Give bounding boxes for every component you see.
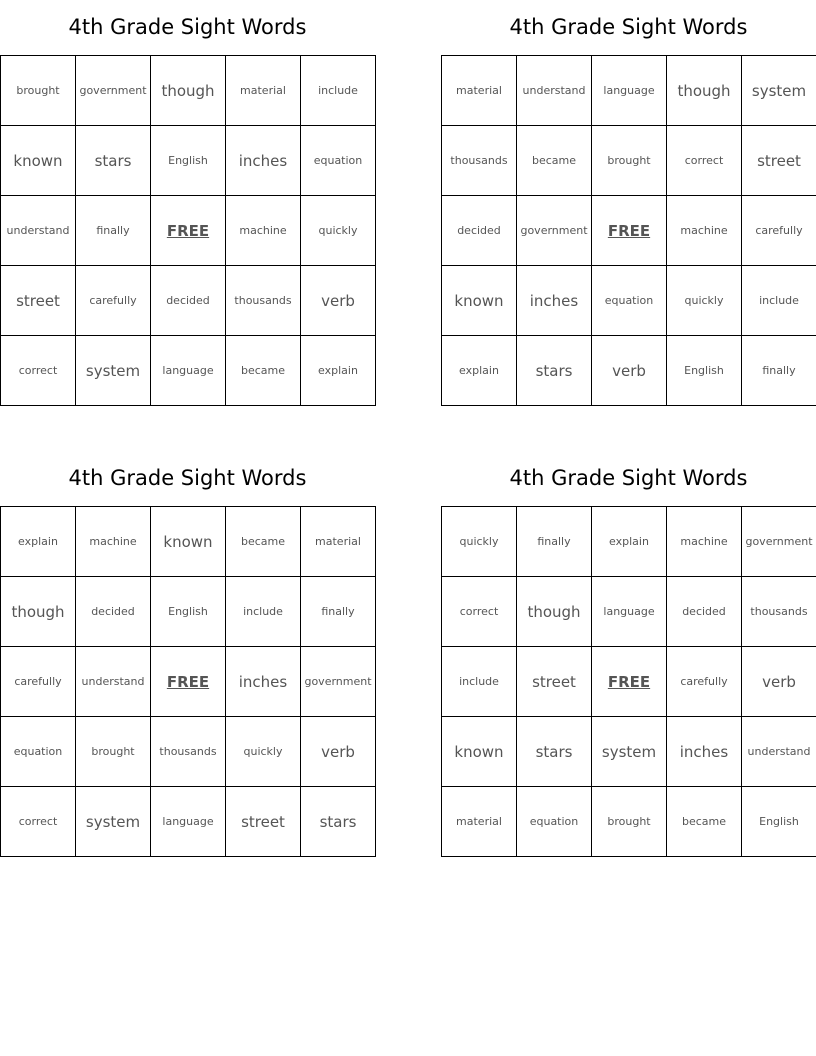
free-space: FREE xyxy=(151,647,226,717)
word-cell: carefully xyxy=(1,647,76,717)
word-cell: decided xyxy=(76,577,151,647)
word-cell: became xyxy=(517,126,592,196)
card-title: 4th Grade Sight Words xyxy=(68,15,307,39)
word-cell: became xyxy=(667,787,742,857)
word-cell: equation xyxy=(301,126,376,196)
card-title: 4th Grade Sight Words xyxy=(509,15,748,39)
word-cell: language xyxy=(592,56,667,126)
word-cell: street xyxy=(742,126,816,196)
card-title: 4th Grade Sight Words xyxy=(509,466,748,490)
word-cell: stars xyxy=(76,126,151,196)
word-cell: material xyxy=(301,507,376,577)
word-cell: though xyxy=(517,577,592,647)
word-cell: material xyxy=(442,56,517,126)
word-cell: inches xyxy=(667,717,742,787)
word-cell: language xyxy=(151,336,226,406)
word-cell: system xyxy=(76,787,151,857)
word-cell: quickly xyxy=(667,266,742,336)
word-cell: correct xyxy=(667,126,742,196)
word-cell: known xyxy=(442,266,517,336)
word-cell: inches xyxy=(226,126,301,196)
word-cell: decided xyxy=(442,196,517,266)
word-cell: government xyxy=(76,56,151,126)
word-cell: brought xyxy=(76,717,151,787)
free-space: FREE xyxy=(592,647,667,717)
word-cell: language xyxy=(592,577,667,647)
word-cell: finally xyxy=(76,196,151,266)
word-cell: carefully xyxy=(742,196,816,266)
word-cell: decided xyxy=(667,577,742,647)
word-cell: include xyxy=(442,647,517,717)
word-cell: machine xyxy=(667,196,742,266)
word-cell: explain xyxy=(301,336,376,406)
word-cell: finally xyxy=(301,577,376,647)
word-cell: brought xyxy=(1,56,76,126)
word-cell: street xyxy=(226,787,301,857)
word-cell: English xyxy=(667,336,742,406)
word-cell: though xyxy=(1,577,76,647)
word-cell: verb xyxy=(301,266,376,336)
word-cell: inches xyxy=(226,647,301,717)
word-cell: verb xyxy=(742,647,816,717)
word-cell: verb xyxy=(301,717,376,787)
free-space: FREE xyxy=(151,196,226,266)
bingo-grid xyxy=(441,506,816,857)
word-cell: English xyxy=(151,577,226,647)
word-cell: known xyxy=(1,126,76,196)
word-cell: brought xyxy=(592,787,667,857)
word-cell: became xyxy=(226,336,301,406)
word-cell: machine xyxy=(667,507,742,577)
word-cell: material xyxy=(442,787,517,857)
word-cell: known xyxy=(442,717,517,787)
bingo-grid xyxy=(0,506,376,857)
word-cell: finally xyxy=(742,336,816,406)
word-cell: thousands xyxy=(226,266,301,336)
word-cell: equation xyxy=(517,787,592,857)
word-cell: finally xyxy=(517,507,592,577)
word-cell: street xyxy=(517,647,592,717)
word-cell: understand xyxy=(76,647,151,717)
word-cell: understand xyxy=(742,717,816,787)
word-cell: carefully xyxy=(667,647,742,717)
card-title: 4th Grade Sight Words xyxy=(68,466,307,490)
word-cell: brought xyxy=(592,126,667,196)
word-cell: explain xyxy=(1,507,76,577)
word-cell: correct xyxy=(1,336,76,406)
word-cell: became xyxy=(226,507,301,577)
word-cell: thousands xyxy=(442,126,517,196)
word-cell: carefully xyxy=(76,266,151,336)
word-cell: stars xyxy=(517,717,592,787)
word-cell: verb xyxy=(592,336,667,406)
word-cell: equation xyxy=(592,266,667,336)
word-cell: machine xyxy=(76,507,151,577)
word-cell: decided xyxy=(151,266,226,336)
word-cell: known xyxy=(151,507,226,577)
bingo-grid xyxy=(441,55,816,406)
word-cell: understand xyxy=(1,196,76,266)
word-cell: understand xyxy=(517,56,592,126)
word-cell: explain xyxy=(442,336,517,406)
word-cell: inches xyxy=(517,266,592,336)
word-cell: correct xyxy=(1,787,76,857)
free-space: FREE xyxy=(592,196,667,266)
bingo-grid xyxy=(0,55,376,406)
word-cell: English xyxy=(742,787,816,857)
word-cell: machine xyxy=(226,196,301,266)
word-cell: quickly xyxy=(442,507,517,577)
word-cell: quickly xyxy=(301,196,376,266)
word-cell: government xyxy=(742,507,816,577)
word-cell: though xyxy=(151,56,226,126)
word-cell: thousands xyxy=(151,717,226,787)
word-cell: material xyxy=(226,56,301,126)
word-cell: equation xyxy=(1,717,76,787)
word-cell: include xyxy=(226,577,301,647)
word-cell: stars xyxy=(517,336,592,406)
word-cell: system xyxy=(76,336,151,406)
word-cell: quickly xyxy=(226,717,301,787)
word-cell: English xyxy=(151,126,226,196)
word-cell: thousands xyxy=(742,577,816,647)
word-cell: government xyxy=(517,196,592,266)
word-cell: include xyxy=(301,56,376,126)
word-cell: government xyxy=(301,647,376,717)
word-cell: system xyxy=(592,717,667,787)
word-cell: include xyxy=(742,266,816,336)
word-cell: though xyxy=(667,56,742,126)
word-cell: stars xyxy=(301,787,376,857)
word-cell: correct xyxy=(442,577,517,647)
word-cell: language xyxy=(151,787,226,857)
word-cell: street xyxy=(1,266,76,336)
word-cell: explain xyxy=(592,507,667,577)
word-cell: system xyxy=(742,56,816,126)
